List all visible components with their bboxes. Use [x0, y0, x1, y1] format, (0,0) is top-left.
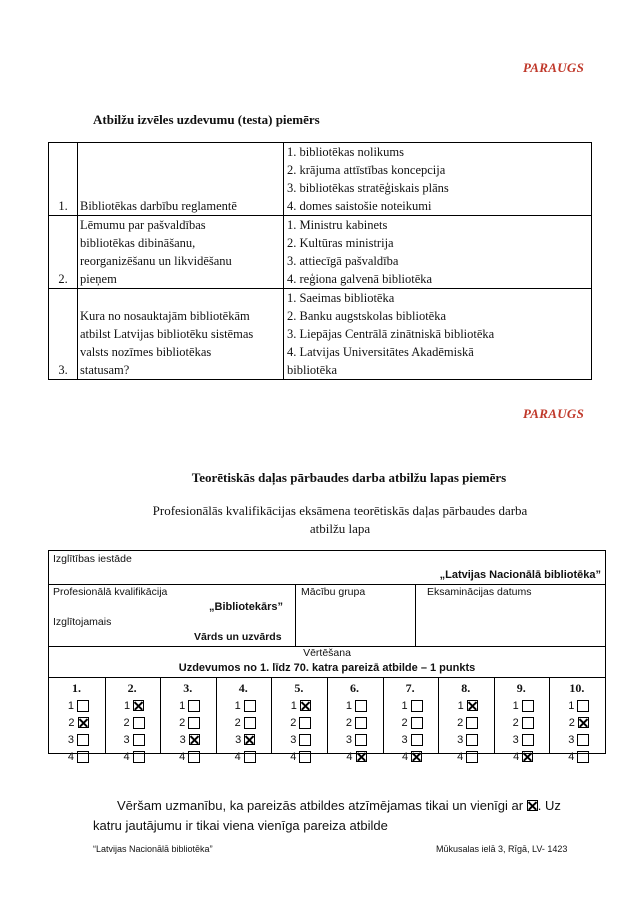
note-text-2: . Uz — [537, 798, 561, 813]
answer-column — [549, 681, 604, 765]
group-label: Mācību grupa — [301, 586, 366, 598]
answer-option-row — [549, 731, 604, 748]
answer-option-row — [271, 748, 326, 765]
question-line: reorganizēšanu un likvidēšanu — [80, 254, 232, 268]
option-label: 2 — [234, 716, 241, 729]
answer-column — [49, 681, 104, 765]
option-label: 2 — [123, 716, 130, 729]
question-text — [78, 143, 284, 216]
checkbox[interactable] — [355, 700, 367, 712]
question-line: valsts nozīmes bibliotēkas — [80, 345, 212, 359]
answer-option-row — [549, 714, 604, 731]
option-label: 3 — [345, 733, 352, 746]
answer-column — [216, 681, 271, 765]
question-line: atbilst Latvijas bibliotēku sistēmas — [80, 327, 254, 341]
answer-options — [284, 216, 592, 289]
answer-option-row — [271, 697, 326, 714]
answer-option-row — [160, 714, 215, 731]
sheet-subtitle — [60, 502, 620, 538]
checkbox[interactable] — [411, 734, 423, 746]
checkbox[interactable] — [466, 751, 478, 763]
answer-option-row — [383, 731, 438, 748]
answer-column — [160, 681, 215, 765]
question-line: Bibliotēkas darbību reglamentē — [80, 199, 237, 213]
checkbox[interactable] — [77, 734, 89, 746]
answer-option: 1. Saeimas bibliotēka — [287, 291, 395, 305]
column-divider — [383, 677, 384, 753]
column-number: 4. — [238, 681, 248, 695]
checkbox[interactable] — [522, 717, 534, 729]
option-label: 2 — [512, 716, 519, 729]
option-label: 4 — [568, 750, 575, 763]
answer-option: 1. Ministru kabinets — [287, 218, 388, 232]
option-label: 3 — [512, 733, 519, 746]
answer-option-row — [49, 731, 104, 748]
checkbox[interactable] — [299, 734, 311, 746]
checked-checkbox[interactable] — [467, 700, 478, 711]
answer-option-row — [160, 731, 215, 748]
answer-option: 4. domes saistošie noteikumi — [287, 199, 432, 213]
question-line: Kura no nosauktajām bibliotēkām — [80, 309, 250, 323]
option-label: 4 — [67, 750, 74, 763]
option-label: 1 — [234, 699, 241, 712]
answer-option-row — [216, 748, 271, 765]
option-label: 4 — [513, 750, 520, 763]
option-label: 3 — [179, 733, 186, 746]
option-label: 2 — [457, 716, 464, 729]
checkbox[interactable] — [77, 700, 89, 712]
column-number: 3. — [183, 681, 193, 695]
footer-left: “Latvijas Nacionālā bibliotēka” — [93, 844, 213, 854]
option-label: 3 — [457, 733, 464, 746]
answer-option: 1. bibliotēkas nolikums — [287, 145, 405, 159]
column-number: 10. — [569, 681, 585, 695]
answer-sheet — [48, 550, 606, 763]
test-row — [49, 289, 592, 380]
answer-option-row — [105, 697, 160, 714]
checkbox[interactable] — [133, 717, 145, 729]
answer-option-row — [383, 697, 438, 714]
answer-option-row — [438, 697, 493, 714]
answer-option-row — [49, 748, 104, 765]
checkbox[interactable] — [244, 717, 256, 729]
test-row — [49, 216, 592, 289]
question-number: 3. — [49, 289, 78, 380]
answer-option-row — [271, 714, 326, 731]
answer-option: bibliotēka — [287, 363, 337, 377]
column-number: 2. — [127, 681, 137, 695]
answer-options — [284, 143, 592, 216]
test-table — [48, 142, 592, 380]
option-label: 3 — [401, 733, 408, 746]
question-line: statusam? — [80, 363, 130, 377]
answer-option-row — [383, 714, 438, 731]
checkbox[interactable] — [522, 734, 534, 746]
option-label: 2 — [401, 716, 408, 729]
option-label: 2 — [68, 716, 75, 729]
checkbox[interactable] — [466, 717, 478, 729]
option-label: 2 — [345, 716, 352, 729]
checkbox[interactable] — [188, 700, 200, 712]
option-label: 4 — [179, 750, 186, 763]
answer-option-row — [216, 731, 271, 748]
answer-option-row — [105, 748, 160, 765]
answer-option-row — [494, 748, 549, 765]
answer-column — [438, 681, 493, 765]
column-number: 8. — [461, 681, 471, 695]
answer-option-row — [327, 714, 382, 731]
checkbox[interactable] — [299, 717, 311, 729]
question-text — [78, 216, 284, 289]
date-label: Eksaminācijas datums — [427, 586, 532, 598]
question-line: bibliotēkas dibināšanu, — [80, 236, 196, 250]
option-label: 1 — [179, 699, 186, 712]
checkbox[interactable] — [133, 751, 145, 763]
question-line: pieņem — [80, 272, 117, 286]
option-label: 4 — [401, 750, 409, 763]
checkbox[interactable] — [466, 734, 478, 746]
checkbox[interactable] — [188, 717, 200, 729]
answer-option-row — [549, 748, 604, 765]
column-divider — [494, 677, 495, 753]
question-number: 2. — [49, 216, 78, 289]
checkbox[interactable] — [77, 751, 89, 763]
answer-option: 4. reģiona galvenā bibliotēka — [287, 272, 433, 286]
answer-option-row — [216, 714, 271, 731]
checked-box-icon — [527, 800, 538, 811]
answer-option-row — [438, 714, 493, 731]
checked-checkbox[interactable] — [578, 717, 589, 728]
student-label: Izglītojamais — [53, 616, 112, 628]
column-number: 6. — [350, 681, 359, 695]
assessment-label: Vērtēšana — [303, 647, 351, 659]
answer-option-row — [327, 748, 382, 765]
note-line2: katru jautājumu ir tikai viena vienīga pareiza atbilde — [93, 818, 388, 833]
option-label: 3 — [290, 733, 297, 746]
answer-option-row — [438, 748, 493, 765]
answer-option-row — [49, 697, 104, 714]
option-label: 4 — [346, 750, 353, 763]
answer-option-row — [160, 697, 215, 714]
column-number: 9. — [516, 681, 526, 695]
answer-option: 2. krājuma attīstības koncepcija — [287, 163, 446, 177]
column-divider — [160, 677, 161, 753]
checkbox[interactable] — [522, 700, 534, 712]
answer-option: 2. Kultūras ministrija — [287, 236, 394, 250]
column-divider — [438, 677, 439, 753]
column-number: 7. — [405, 681, 415, 695]
checkbox[interactable] — [299, 751, 311, 763]
stamp-paraugs-middle: PARAUGS — [523, 406, 585, 421]
column-divider — [327, 677, 328, 753]
answer-option-row — [216, 697, 271, 714]
test-title: Atbilžu izvēles uzdevumu (testa) piemērs — [93, 112, 320, 127]
institution-label: Izglītības iestāde — [53, 553, 132, 565]
qualification-value: „Bibliotekārs” — [209, 601, 283, 613]
checkbox[interactable] — [355, 734, 367, 746]
answer-option-row — [383, 748, 438, 765]
answer-option-row — [49, 714, 104, 731]
option-label: 4 — [123, 750, 130, 763]
option-label: 3 — [123, 733, 130, 746]
option-label: 1 — [457, 699, 464, 712]
answer-option-row — [438, 731, 493, 748]
checkbox[interactable] — [577, 734, 589, 746]
option-label: 1 — [568, 699, 575, 712]
question-text — [78, 289, 284, 380]
question-number: 1. — [49, 143, 78, 216]
checkbox[interactable] — [411, 700, 423, 712]
stamp-paraugs-top: PARAUGS — [523, 60, 585, 75]
checkbox[interactable] — [188, 751, 200, 763]
checked-checkbox[interactable] — [189, 734, 200, 745]
sheet-subtitle-line1: Profesionālās kvalifikācijas eksāmena teorētiskās daļas pārbaudes darba — [152, 503, 528, 518]
option-label: 4 — [290, 750, 297, 763]
column-divider — [271, 677, 272, 753]
qualification-label: Profesionālā kvalifikācija — [53, 586, 168, 598]
checkbox[interactable] — [355, 717, 367, 729]
checkbox[interactable] — [244, 700, 256, 712]
footer-right: Mūkusalas ielā 3, Rīgā, LV- 1423 — [436, 844, 568, 854]
answer-option: 3. attiecīgā pašvaldība — [287, 254, 399, 268]
option-label: 1 — [512, 699, 519, 712]
answer-option-row — [105, 731, 160, 748]
answer-column — [105, 681, 160, 765]
answer-option-row — [549, 697, 604, 714]
checked-checkbox[interactable] — [244, 734, 255, 745]
option-label: 1 — [67, 699, 74, 712]
answer-option: 2. Banku augstskolas bibliotēka — [287, 309, 447, 323]
checked-checkbox[interactable] — [356, 751, 367, 762]
checked-checkbox[interactable] — [300, 700, 311, 711]
option-label: 3 — [568, 733, 575, 746]
option-label: 1 — [345, 699, 352, 712]
checked-checkbox[interactable] — [133, 700, 144, 711]
answer-option-row — [494, 697, 549, 714]
column-number: 1. — [72, 681, 81, 695]
answer-option-row — [494, 714, 549, 731]
checked-checkbox[interactable] — [522, 751, 533, 762]
note-line1 — [117, 796, 561, 816]
checkbox[interactable] — [577, 751, 589, 763]
checked-checkbox[interactable] — [78, 717, 89, 728]
answer-column — [494, 681, 549, 765]
checkbox[interactable] — [244, 751, 256, 763]
column-number: 5. — [294, 681, 304, 695]
answer-option-row — [160, 748, 215, 765]
checkbox[interactable] — [411, 717, 423, 729]
checked-checkbox[interactable] — [411, 751, 422, 762]
note-text-1: Vēršam uzmanību, ka pareizās atbildes atzīmējamas tikai un vienīgi ar — [117, 798, 524, 813]
answer-column — [271, 681, 326, 765]
sheet-subtitle-line2: atbilžu lapa — [309, 521, 371, 536]
option-label: 4 — [234, 750, 241, 763]
answer-option-row — [271, 731, 326, 748]
option-label: 1 — [401, 699, 408, 712]
column-divider — [105, 677, 106, 753]
name-label: Vārds un uzvārds — [194, 631, 282, 643]
answer-option-row — [327, 731, 382, 748]
test-row — [49, 143, 592, 216]
option-label: 1 — [290, 699, 297, 712]
option-label: 3 — [235, 733, 242, 746]
option-label: 1 — [123, 699, 131, 712]
checkbox[interactable] — [133, 734, 145, 746]
answer-option-row — [105, 714, 160, 731]
answer-option-row — [494, 731, 549, 748]
option-label: 3 — [67, 733, 74, 746]
assessment-rule: Uzdevumos no 1. līdz 70. katra pareizā atbilde – 1 punkts — [178, 662, 476, 674]
answer-options — [284, 289, 592, 380]
column-divider — [216, 677, 217, 753]
institution-value: „Latvijas Nacionālā bibliotēka” — [439, 569, 601, 581]
column-divider — [549, 677, 550, 753]
answer-option: 3. Liepājas Centrālā zinātniskā bibliotēka — [287, 327, 495, 341]
option-label: 2 — [290, 716, 297, 729]
option-label: 2 — [568, 716, 575, 729]
answer-option: 3. bibliotēkas stratēģiskais plāns — [287, 181, 449, 195]
checkbox[interactable] — [577, 700, 589, 712]
answer-option-row — [327, 697, 382, 714]
answer-column — [327, 681, 382, 765]
option-label: 4 — [457, 750, 464, 763]
answer-column — [383, 681, 438, 765]
sheet-title: Teorētiskās daļas pārbaudes darba atbilžu lapas piemērs — [191, 470, 507, 485]
question-line: Lēmumu par pašvaldības — [80, 218, 206, 232]
option-label: 2 — [179, 716, 186, 729]
answer-option: 4. Latvijas Universitātes Akadēmiskā — [287, 345, 474, 359]
